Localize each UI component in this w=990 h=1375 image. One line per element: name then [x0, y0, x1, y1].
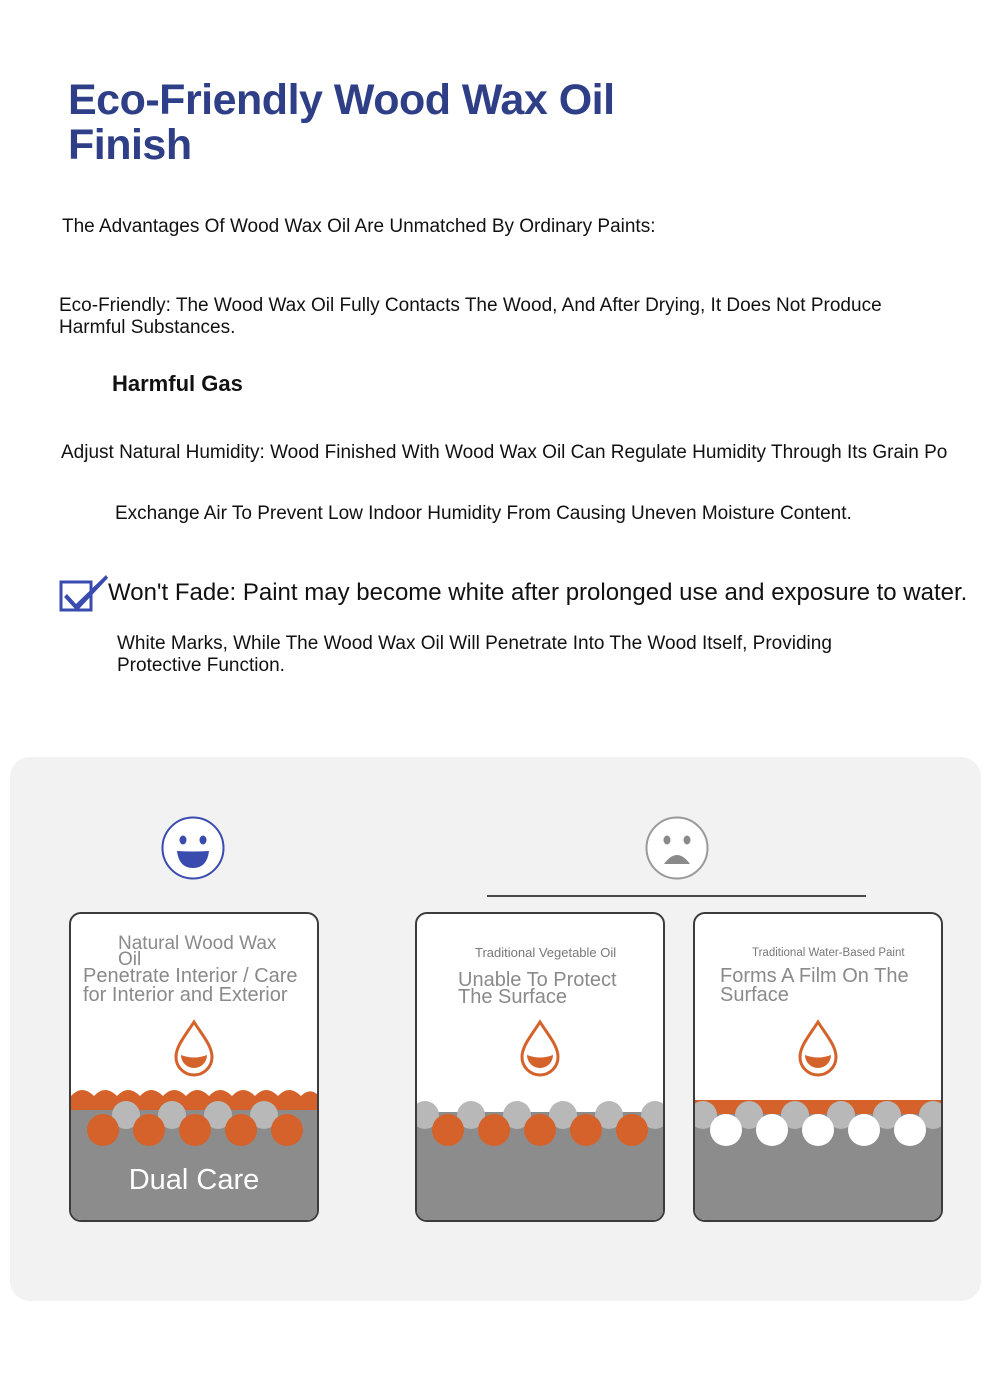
comparison-divider [487, 895, 866, 897]
humidity-text: Adjust Natural Humidity: Wood Finished With Wood Wax Oil Can Regulate Humidity Through Its Grain Po [61, 442, 948, 463]
card-subtitle-traditional-vegetable-oil: Unable To Protect The Surface [458, 969, 617, 1008]
card-name-traditional-vegetable-oil: Traditional Vegetable Oil [475, 945, 617, 960]
oil-drop-icon [522, 1022, 558, 1075]
card-name-natural-wood-wax-oil: Natural Wood Wax Oil [118, 933, 277, 970]
exchange-air-text: Exchange Air To Prevent Low Indoor Humidity From Causing Uneven Moisture Content. [115, 503, 852, 524]
traditional-vegetable-oil-card [415, 912, 665, 1222]
card-name-traditional-water-based-paint: Traditional Water-Based Paint [752, 947, 905, 959]
sad-face-icon [645, 816, 709, 880]
dual-care-label: Dual Care [128, 1164, 260, 1196]
water-based-paint-illustration [695, 914, 941, 1220]
white-marks-text: White Marks, While The Wood Wax Oil Will Penetrate Into The Wood Itself, Providing Protective Function. [117, 633, 832, 676]
checkbox-check-icon [58, 572, 110, 614]
wont-fade-text: Won't Fade: Paint may become white after prolonged use and exposure to water. [108, 579, 968, 606]
oil-drop-icon [800, 1022, 836, 1075]
page-title: Eco-Friendly Wood Wax Oil Finish [68, 76, 615, 169]
happy-face-icon [161, 816, 225, 880]
eco-friendly-text: Eco-Friendly: The Wood Wax Oil Fully Contacts The Wood, And After Drying, It Does Not Produce Harmful Substances. [59, 295, 882, 338]
natural-wood-wax-oil-card [69, 912, 319, 1222]
oil-drop-icon [176, 1022, 212, 1075]
harmful-gas-heading: Harmful Gas [112, 371, 243, 396]
card-subtitle-natural-wood-wax-oil: Penetrate Interior / Care for Interior and Exterior [83, 965, 298, 1006]
traditional-water-based-paint-card [693, 912, 943, 1222]
card-subtitle-traditional-water-based-paint: Forms A Film On The Surface [720, 965, 909, 1006]
advantages-subheading: The Advantages Of Wood Wax Oil Are Unmatched By Ordinary Paints: [62, 216, 656, 237]
